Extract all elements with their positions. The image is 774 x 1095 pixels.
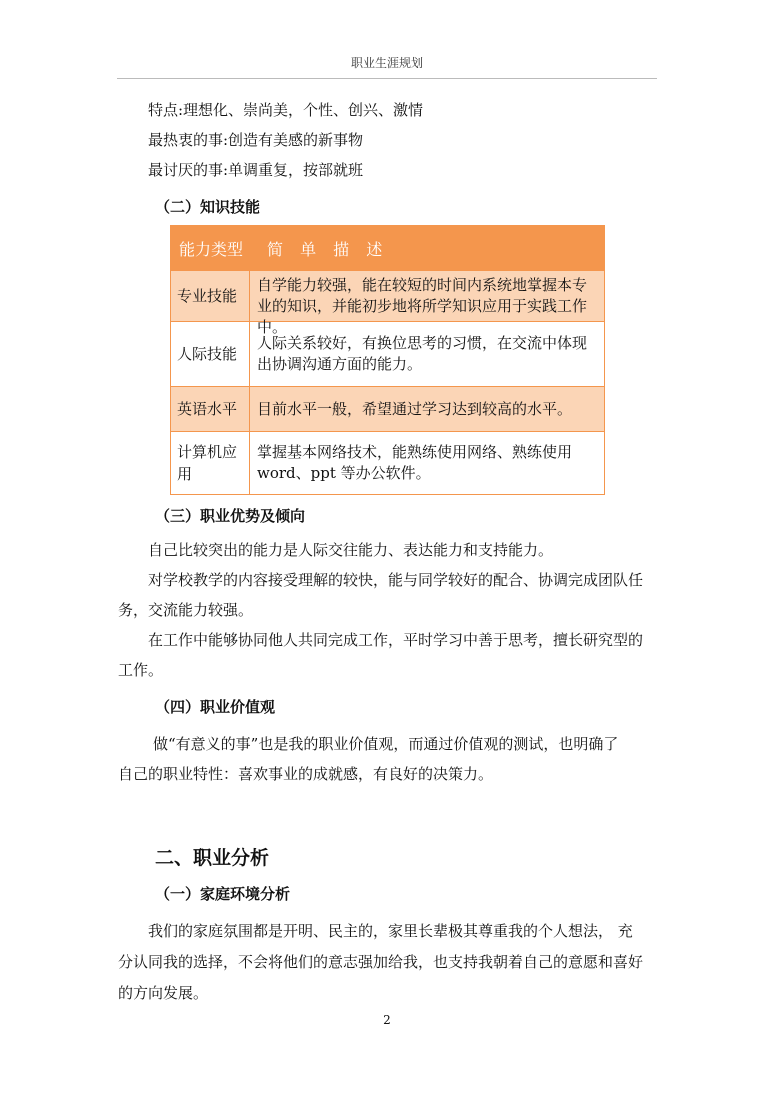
skill-type: 专业技能 <box>171 271 250 321</box>
skill-type: 英语水平 <box>171 387 250 431</box>
family-p1-line1: 我们的家庭氛围都是开明、民主的，家里长辈极其尊重我的个人想法， 充 <box>148 922 633 940</box>
table-row <box>171 386 604 431</box>
traits-features: 特点:理想化、崇尚美，个性、创兴、激情 <box>148 101 424 119</box>
skill-desc: 人际关系较好，有换位思考的习惯，在交流中体现出协调沟通方面的能力。 <box>257 334 588 373</box>
skills-table <box>170 225 605 495</box>
section-title: 二、职业分析 <box>155 847 270 869</box>
table-row <box>171 431 604 494</box>
advantages-p2-line2: 务，交流能力较强。 <box>118 601 254 619</box>
skill-desc: 掌握基本网络技术，能熟练使用网络、熟练使用word、ppt 等办公软件。 <box>257 443 573 482</box>
traits-dislike: 最讨厌的事:单调重复，按部就班 <box>148 161 364 179</box>
page-header: 职业生涯规划 <box>350 56 423 70</box>
skill-type: 计算机应用 <box>171 432 250 494</box>
family-p1-line2: 分认同我的选择，不会将他们的意志强加给我，也支持我朝着自己的意愿和喜好 <box>118 953 644 971</box>
page-number: 2 <box>383 1013 391 1027</box>
skill-desc: 目前水平一般，希望通过学习达到较高的水平。 <box>257 399 573 418</box>
table-row <box>171 321 604 386</box>
knowledge-heading: （二）知识技能 <box>155 198 261 216</box>
family-heading: （一）家庭环境分析 <box>155 885 291 903</box>
advantages-p3-line1: 在工作中能够协同他人共同完成工作，平时学习中善于思考，擅长研究型的 <box>148 631 644 649</box>
advantages-p3-line2: 工作。 <box>118 661 164 679</box>
table-row <box>171 270 604 336</box>
advantages-p2-line1: 对学校教学的内容接受理解的较快，能与同学较好的配合、协调完成团队任 <box>148 571 644 589</box>
skill-desc: 自学能力较强，能在较短的时间内系统地掌握本专业的知识，并能初步地将所学知识应用于实践工作中。 <box>257 276 588 336</box>
advantages-p1: 自己比较突出的能力是人际交往能力、表达能力和支持能力。 <box>148 541 554 559</box>
advantages-heading: （三）职业优势及倾向 <box>155 507 306 525</box>
values-p1-line2: 自己的职业特性：喜欢事业的成就感，有良好的决策力。 <box>118 765 494 783</box>
col-desc-header: 简 单 描 述 <box>267 239 389 259</box>
skill-type: 人际技能 <box>171 322 250 386</box>
header-rule <box>117 78 657 79</box>
skills-table-header <box>171 226 604 270</box>
col-type-header: 能力类型 <box>179 239 244 259</box>
family-p1-line3: 的方向发展。 <box>118 984 209 1002</box>
values-heading: （四）职业价值观 <box>155 698 276 716</box>
values-p1-line1: 做“有意义的事”也是我的职业价值观，而通过价值观的测试，也明确了 <box>153 735 619 753</box>
traits-favorite: 最热衷的事:创造有美感的新事物 <box>148 131 364 149</box>
